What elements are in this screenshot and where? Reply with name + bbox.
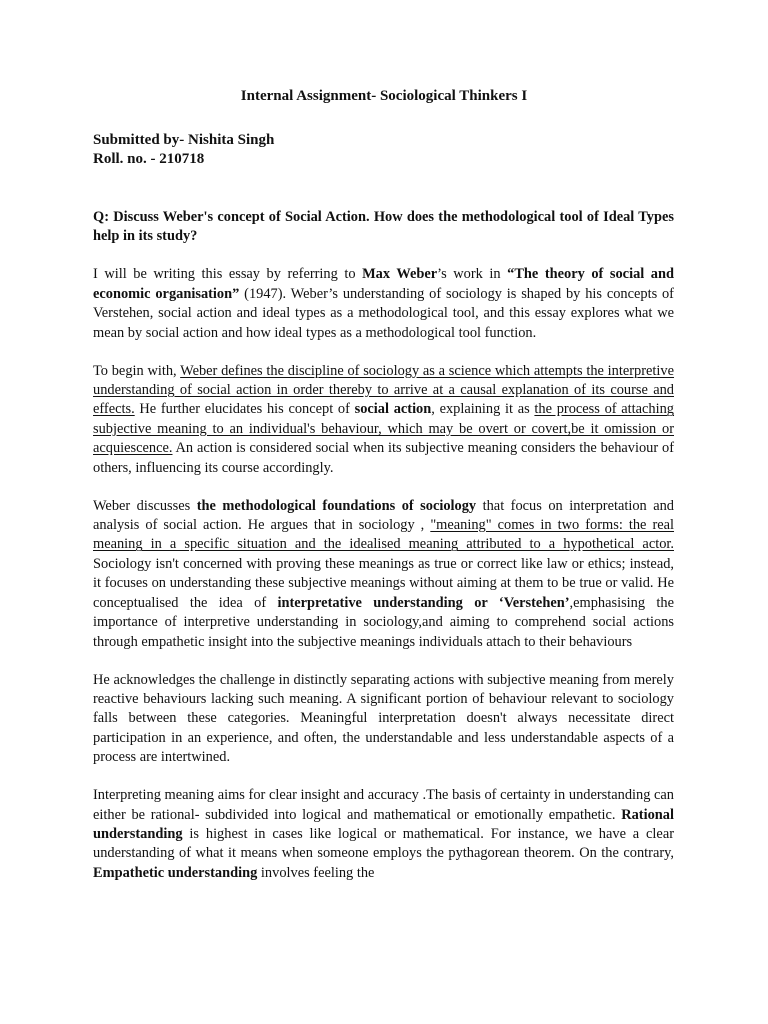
paragraph-understanding	[93, 786, 674, 883]
text-run: To begin with,	[93, 362, 181, 379]
text-run: involves feeling the	[257, 864, 375, 881]
text-run: that focus on interpretation and analysis of social action. He argues that in sociology ,	[93, 497, 674, 534]
question-paragraph: Q: Discuss Weber's concept of Social Action. How does the methodological tool of Ideal Types help in its study?	[93, 209, 674, 245]
text-run: An action is considered social when its subjective meaning considers the behaviour of others, influencing its course accordingly.	[93, 440, 674, 476]
roll-number: Roll. no. - 210718	[93, 151, 205, 167]
text-run: Weber discusses	[93, 497, 197, 514]
bold-verstehen: interpretative understanding or ‘Verstehen’	[277, 594, 570, 611]
text-run: is highest in cases like logical or mathematical. For instance, we have a clear understanding of what it means when someone employs the pythagorean theorem. On the contrary,	[93, 825, 674, 862]
bold-term-social-action: social action	[354, 401, 432, 418]
bold-methodological-foundations: the methodological foundations of sociology	[196, 497, 477, 514]
paragraph-reactive-behaviour: He acknowledges the challenge in distinctly separating actions with subjective meaning from merely reactive behaviours lacking such meaning. A significant portion of behaviour relevant to sociology falls between these categories. Meaningful interpretation doesn't always necessitate direct participation in an experience, and often, the understandable and less understandable aspects of a process are intertwined.	[93, 671, 674, 766]
paragraph-social-action	[93, 362, 674, 478]
document-body	[93, 208, 674, 902]
submitted-by: Submitted by- Nishita Singh	[93, 132, 275, 148]
text-run: He further elucidates his concept of	[134, 401, 355, 418]
text-run: (1947). Weber’s understanding of sociology is shaped by his concepts of Verstehen, social action and ideal types as a methodological tool, and this essay explores what we mean by social action and how ideal types as a methodological tool function.	[93, 285, 674, 341]
underlined-definition: Weber defines the discipline of sociology as a science which attempts the interpretive understanding of social action in order thereby to arrive at a causal explanation of its course and effects.	[93, 362, 675, 418]
text-run: Sociology isn't concerned with proving these meanings as true or correct like law or ethics; instead, it focuses on understanding these subjective meanings without aiming at them to be true or valid. He conceptualised the idea of	[93, 555, 674, 611]
paragraph-methodology	[93, 497, 674, 652]
text-run: Interpreting meaning aims for clear insight and accuracy .The basis of certainty in understanding can either be rational- subdivided into logical and mathematical or emotionally empathetic.	[93, 787, 674, 823]
underlined-process: the process of attaching subjective meaning to an individual's behaviour, which may be overt or covert,be it omission or acquiescence.	[93, 401, 675, 457]
submission-info	[93, 131, 674, 169]
text-run: I will be writing this essay by referring to	[93, 266, 363, 283]
bold-author: Max Weber	[362, 266, 438, 283]
bold-rational-understanding: Rational understanding	[93, 806, 674, 842]
text-run: ,emphasising the importance of interpretive understanding in sociology,and aiming to comprehend social actions through empathetic insight into the subjective meanings individuals attach to their behaviours	[93, 594, 674, 650]
text-run: ’s work in	[437, 266, 508, 283]
text-run: , explaining it as	[431, 401, 535, 418]
bold-book-title: “The theory of social and economic organisation”	[93, 266, 675, 302]
paragraph-intro	[93, 265, 674, 343]
bold-empathetic-understanding: Empathetic understanding	[93, 864, 258, 881]
underlined-meaning-forms: "meaning" comes in two forms: the real meaning in a specific situation and the idealised meaning attributed to a hypothetical actor.	[93, 517, 675, 553]
page-title: Internal Assignment- Sociological Thinkers I	[240, 88, 528, 104]
